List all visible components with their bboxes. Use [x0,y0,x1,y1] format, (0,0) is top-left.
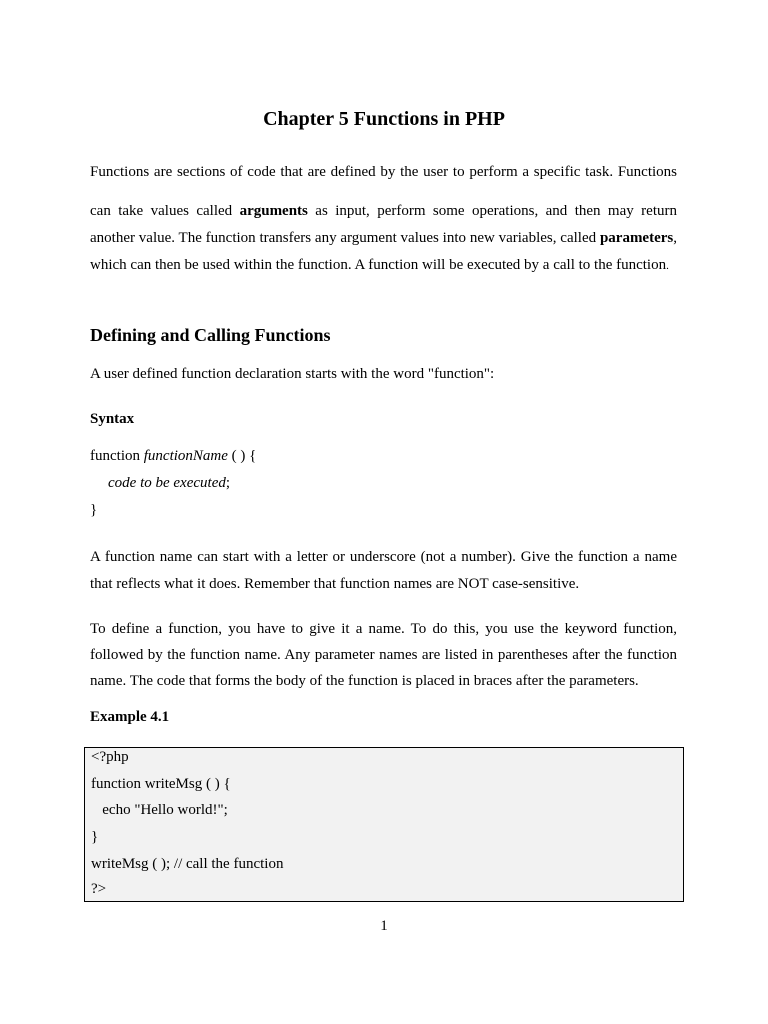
syntax-line-2 [108,475,230,492]
intro-text-part-1: can take values called [90,203,240,219]
example-label: Example 4.1 [90,709,170,725]
example-code-box [84,747,684,902]
syntax-line-3: } [90,502,98,518]
section-heading: Defining and Calling Functions [90,325,331,345]
code-line: echo "Hello world!"; [91,802,228,818]
code-line: } [91,829,99,845]
code-line: <?php [91,749,129,765]
define-paragraph: To define a function, you have to give it a name. To do this, you use the keyword function, followed by the function name. Any parameter names are listed in parentheses after the function name. The code that forms the body of the function is placed in braces after the parameters. [90,621,677,689]
intro-text-part-2: as input, perform some operations, and then may return another value. The function transfers any argument values into new variables, called [90,203,677,246]
name-rules-paragraph: A function name can start with a letter or underscore (not a number). Give the function a name that reflects what it does. Remember that function names are NOT case-sensitive. [90,549,677,592]
syntax-function-keyword: function [90,448,144,464]
intro-end-period: . [666,260,669,272]
syntax-label: Syntax [90,411,135,427]
intro-text-part-3: , which can then be used within the function. A function will be executed by a call to the function [90,230,677,273]
syntax-body: code to be executed [108,475,226,491]
code-line: writeMsg ( ); // call the function [91,856,284,872]
page-number: 1 [380,918,388,934]
page-title: Chapter 5 Functions in PHP [263,108,505,130]
syntax-open-brace: ( ) { [227,448,257,464]
parameters-term: parameters [599,230,674,246]
code-line: function writeMsg ( ) { [91,776,231,792]
syntax-line-1 [90,448,256,465]
arguments-term: arguments [239,203,308,219]
syntax-semicolon: ; [225,475,231,491]
syntax-function-name: functionName [143,448,228,464]
code-line: ?> [91,881,107,897]
intro-paragraph-first-line: Functions are sections of code that are defined by the user to perform a specific task. Functions [90,164,677,180]
intro-paragraph [90,198,677,280]
declaration-text: A user defined function declaration starts with the word "function": [90,366,495,382]
